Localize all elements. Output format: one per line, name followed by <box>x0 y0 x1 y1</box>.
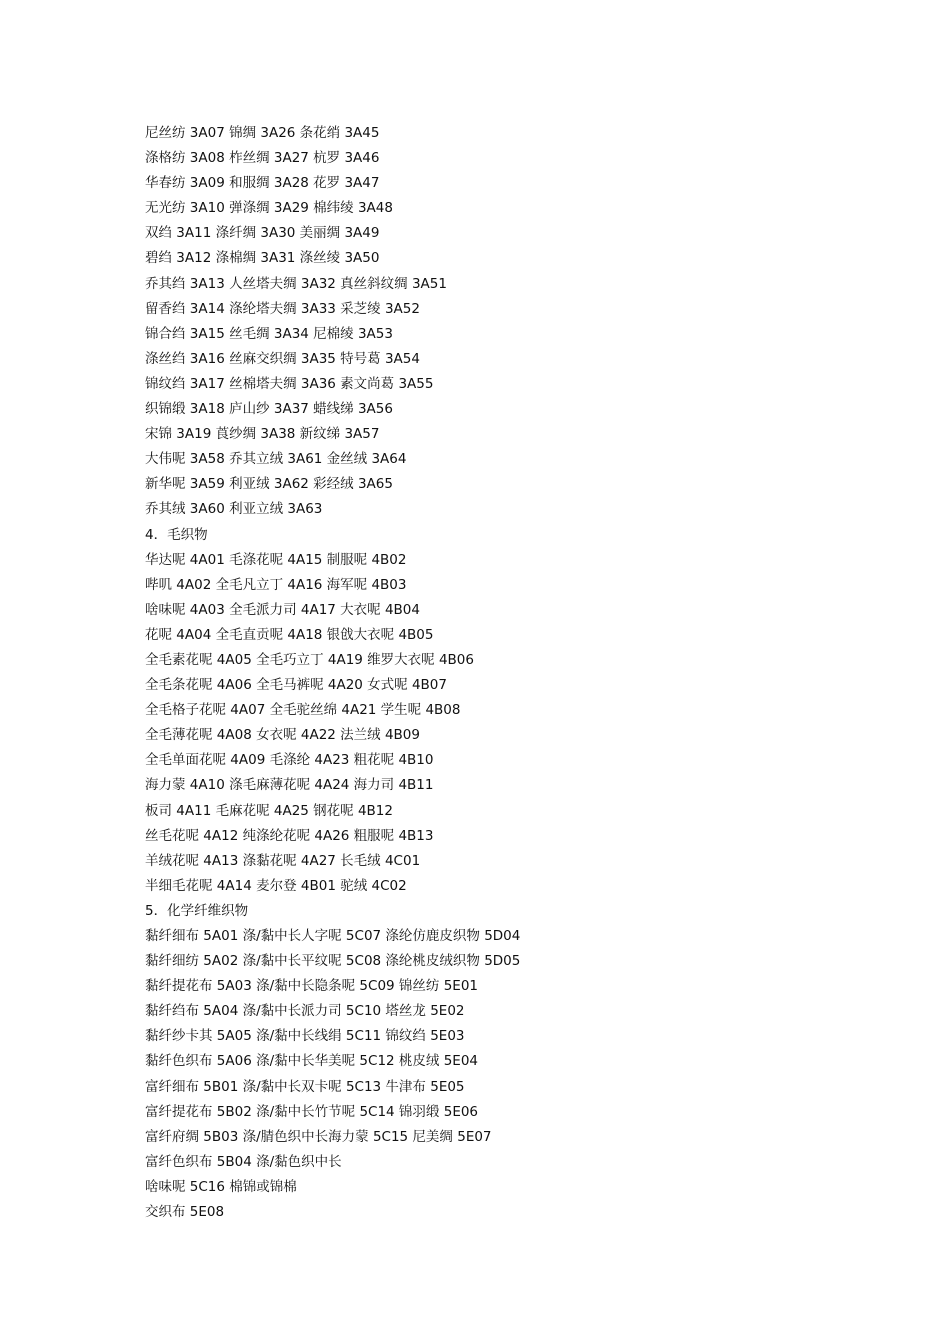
text-line: 乔其绒 3A60 利亚立绒 3A63 <box>145 501 323 518</box>
text-line: 黏纤色织布 5A06 涤/黏中长华美呢 5C12 桃皮绒 5E04 <box>145 1053 478 1070</box>
text-line: 黏纤细布 5A01 涤/黏中长人字呢 5C07 涤纶仿鹿皮织物 5D04 <box>145 928 521 944</box>
text-line: 华春纺 3A09 和服绸 3A28 花罗 3A47 <box>145 175 380 192</box>
text-line: 花呢 4A04 全毛直贡呢 4A18 银戗大衣呢 4B05 <box>145 626 434 643</box>
text-line: 哔叽 4A02 全毛凡立丁 4A16 海军呢 4B03 <box>145 576 407 593</box>
text-line: 涤丝绉 3A16 丝麻交织绸 3A35 特号葛 3A54 <box>145 350 420 367</box>
text-line: 全毛格子花呢 4A07 全毛驼丝绵 4A21 学生呢 4B08 <box>145 702 461 719</box>
text-line: 华达呢 4A01 毛涤花呢 4A15 制服呢 4B02 <box>145 551 407 568</box>
text-line: 全毛单面花呢 4A09 毛涤纶 4A23 粗花呢 4B10 <box>145 752 434 769</box>
text-line: 5．化学纤维织物 <box>145 902 249 919</box>
text-line: 板司 4A11 毛麻花呢 4A25 钢花呢 4B12 <box>145 802 393 819</box>
text-line: 黏纤细纺 5A02 涤/黏中长平纹呢 5C08 涤纶桃皮绒织物 5D05 <box>145 953 521 970</box>
text-line: 织锦缎 3A18 庐山纱 3A37 蜡线绨 3A56 <box>145 401 393 418</box>
text-line: 留香绉 3A14 涤纶塔夫绸 3A33 采芝绫 3A52 <box>145 300 420 317</box>
text-line: 4．毛织物 <box>145 526 208 543</box>
text-line: 宋锦 3A19 莨纱绸 3A38 新纹绨 3A57 <box>145 426 380 443</box>
text-line: 富纤提花布 5B02 涤/黏中长竹节呢 5C14 锦羽缎 5E06 <box>145 1103 479 1120</box>
text-line: 锦纹绉 3A17 丝棉塔夫绸 3A36 素文尚葛 3A55 <box>145 375 434 392</box>
text-line: 黏纤纱卡其 5A05 涤/黏中长线绢 5C11 锦纹绉 5E03 <box>145 1028 465 1045</box>
text-line: 丝毛花呢 4A12 纯涤纶花呢 4A26 粗服呢 4B13 <box>145 827 434 844</box>
text-line: 全毛素花呢 4A05 全毛巧立丁 4A19 维罗大衣呢 4B06 <box>145 651 474 668</box>
text-lines <box>145 121 905 1225</box>
text-line: 海力蒙 4A10 涤毛麻薄花呢 4A24 海力司 4B11 <box>145 777 434 794</box>
text-line: 涤格纺 3A08 柞丝绸 3A27 杭罗 3A46 <box>145 150 380 167</box>
text-line: 黏纤绉布 5A04 涤/黏中长派力司 5C10 塔丝龙 5E02 <box>145 1003 465 1020</box>
text-line: 全毛条花呢 4A06 全毛马裤呢 4A20 女式呢 4B07 <box>145 677 447 694</box>
text-line: 富纤细布 5B01 涤/黏中长双卡呢 5C13 牛津布 5E05 <box>145 1078 465 1095</box>
text-line: 乔其绉 3A13 人丝塔夫绸 3A32 真丝斜纹绸 3A51 <box>145 275 447 292</box>
text-line: 交织布 5E08 <box>145 1204 225 1221</box>
text-line: 无光纺 3A10 弹涤绸 3A29 棉纬绫 3A48 <box>145 200 393 217</box>
text-line: 尼丝纺 3A07 锦绸 3A26 条花绡 3A45 <box>145 125 380 141</box>
text-line: 锦合绉 3A15 丝毛绸 3A34 尼棉绫 3A53 <box>145 325 393 342</box>
text-line: 啥味呢 5C16 棉锦或锦棉 <box>145 1178 297 1195</box>
text-line: 黏纤提花布 5A03 涤/黏中长隐条呢 5C09 锦丝纺 5E01 <box>145 978 478 995</box>
text-line: 大伟呢 3A58 乔其立绒 3A61 金丝绒 3A64 <box>145 451 407 468</box>
text-line: 双绉 3A11 涤纤绸 3A30 美丽绸 3A49 <box>145 225 380 242</box>
text-line: 半细毛花呢 4A14 麦尔登 4B01 驼绒 4C02 <box>145 877 407 894</box>
text-line: 富纤色织布 5B04 涤/黏色织中长 <box>145 1153 342 1170</box>
text-line: 富纤府绸 5B03 涤/腈色织中长海力蒙 5C15 尼美绸 5E07 <box>145 1128 492 1145</box>
text-line: 啥味呢 4A03 全毛派力司 4A17 大衣呢 4B04 <box>145 601 420 618</box>
text-line: 新华呢 3A59 利亚绒 3A62 彩经绒 3A65 <box>145 476 393 493</box>
text-line: 羊绒花呢 4A13 涤黏花呢 4A27 长毛绒 4C01 <box>145 852 421 869</box>
text-line: 碧绉 3A12 涤棉绸 3A31 涤丝绫 3A50 <box>145 250 380 267</box>
text-line: 全毛薄花呢 4A08 女衣呢 4A22 法兰绒 4B09 <box>145 727 420 744</box>
